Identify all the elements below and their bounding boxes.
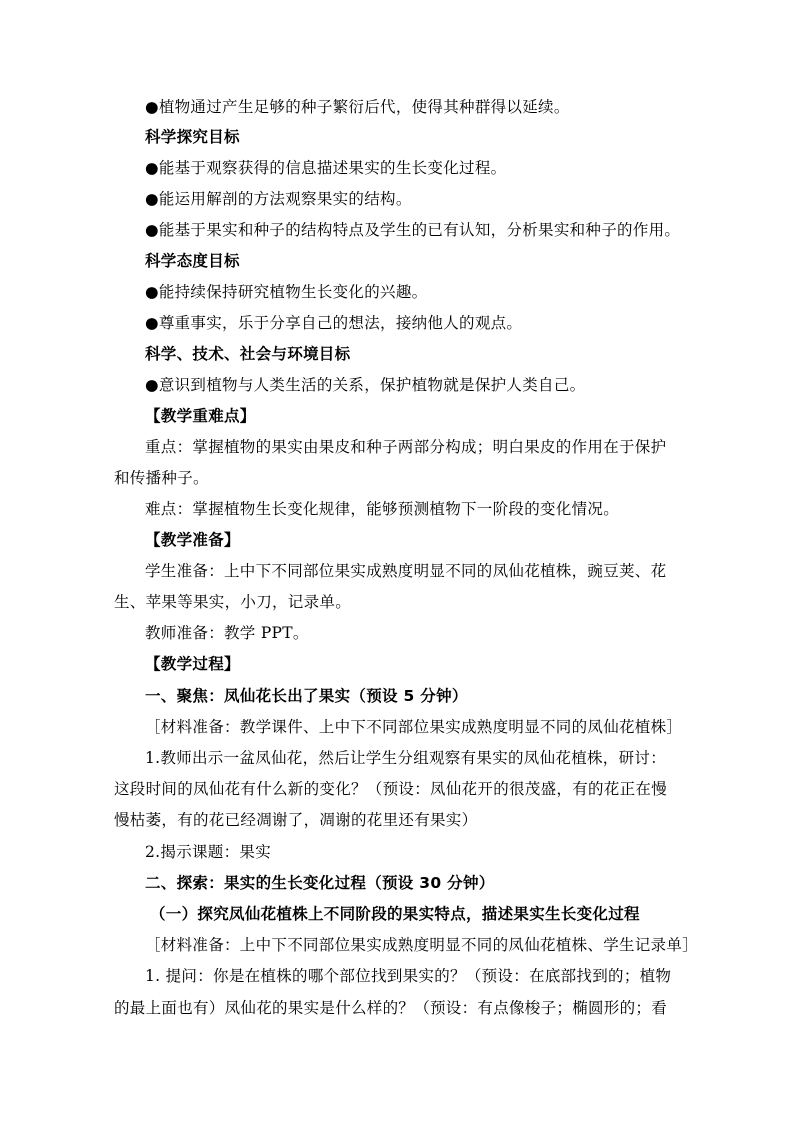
paragraph-line: 难点：掌握植物生长变化规律，能够预测植物下一阶段的变化情况。 <box>145 500 620 518</box>
section-heading: 二、探索：果实的生长变化过程（预设 30 分钟） <box>145 874 495 892</box>
paragraph-line: 和传播种子。 <box>114 469 209 487</box>
paragraph-line: 1.教师出示一盆凤仙花，然后让学生分组观察有果实的凤仙花植株，研讨： <box>145 749 666 767</box>
section-heading: 【教学准备】 <box>145 531 240 549</box>
section-heading: 科学、技术、社会与环境目标 <box>145 345 351 363</box>
paragraph-line: 的最上面也有）凤仙花的果实是什么样的？（预设：有点像梭子；椭圆形的；看 <box>114 999 668 1017</box>
section-heading: 科学态度目标 <box>145 252 240 270</box>
bullet-line: ●植物通过产生足够的种子繁衍后代，使得其种群得以延续。 <box>145 98 570 116</box>
paragraph-line: ［材料准备：教学课件、上中下不同部位果实成熟度明显不同的凤仙花植株］ <box>145 718 683 736</box>
bullet-line: ●能持续保持研究植物生长变化的兴趣。 <box>145 283 428 301</box>
bullet-line: ●能运用解剖的方法观察果实的结构。 <box>145 190 412 208</box>
paragraph-line: 重点：掌握植物的果实由果皮和种子两部分构成；明白果皮的作用在于保护 <box>145 438 667 456</box>
paragraph-line: 1. 提问：你是在植株的哪个部位找到果实的？（预设：在底部找到的；植物 <box>145 967 672 985</box>
paragraph-line: 教师准备：教学 PPT。 <box>145 624 309 642</box>
paragraph-line: 2.揭示课题：果实 <box>145 843 271 861</box>
paragraph-line: 慢枯萎，有的花已经凋谢了，凋谢的花里还有果实） <box>114 811 478 829</box>
paragraph-line: 学生准备：上中下不同部位果实成熟度明显不同的凤仙花植株，豌豆荚、花 <box>145 562 667 580</box>
section-heading: 【教学重难点】 <box>145 407 256 425</box>
paragraph-line: 这段时间的凤仙花有什么新的变化？（预设：凤仙花开的很茂盛，有的花正在慢 <box>114 780 668 798</box>
section-heading: 科学探究目标 <box>145 128 240 146</box>
section-heading: 一、聚焦：凤仙花长出了果实（预设 5 分钟） <box>145 687 468 705</box>
bullet-line: ●能基于观察获得的信息描述果实的生长变化过程。 <box>145 159 507 177</box>
bullet-line: ●意识到植物与人类生活的关系，保护植物就是保护人类自己。 <box>145 376 586 394</box>
paragraph-line: 生、苹果等果实，小刀，记录单。 <box>114 593 352 611</box>
section-heading: 【教学过程】 <box>145 655 240 673</box>
bullet-line: ●尊重事实，乐于分享自己的想法，接纳他人的观点。 <box>145 314 523 332</box>
section-heading: （一）探究凤仙花植株上不同阶段的果实特点，描述果实生长变化过程 <box>150 905 640 923</box>
paragraph-line: ［材料准备：上中下不同部位果实成熟度明显不同的凤仙花植株、学生记录单］ <box>145 936 699 954</box>
bullet-line: ●能基于果实和种子的结构特点及学生的已有认知，分析果实和种子的作用。 <box>145 221 681 239</box>
